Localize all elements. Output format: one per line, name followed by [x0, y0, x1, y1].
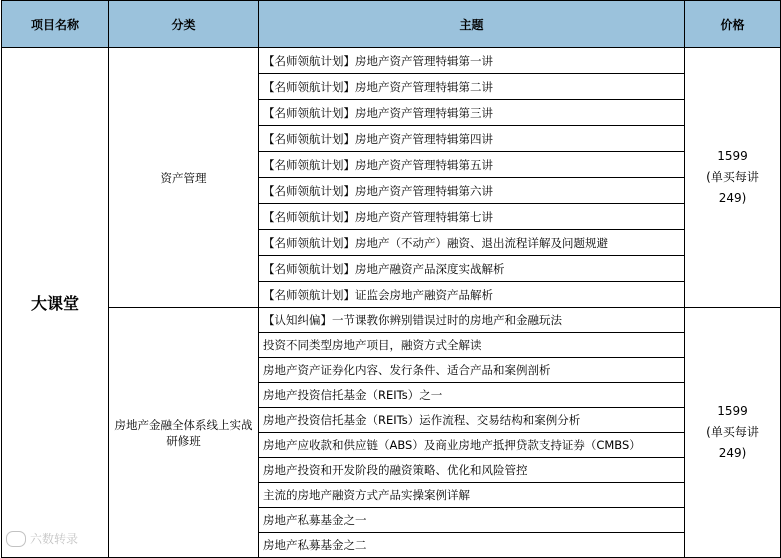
topic-cell: 【名师领航计划】房地产资产管理特辑第五讲: [259, 152, 685, 178]
header-row: [2, 1, 781, 48]
topic-cell: 房地产应收款和供应链（ABS）及商业房地产抵押贷款支持证券（CMBS）: [259, 433, 685, 458]
price-value: 1599: [717, 404, 748, 418]
price-cell: [685, 48, 781, 308]
topic-cell: 房地产私募基金之二: [259, 533, 685, 558]
header-category: 分类: [109, 1, 259, 48]
topic-cell: 投资不同类型房地产项目，融资方式全解读: [259, 333, 685, 358]
topic-cell: 房地产资产证券化内容、发行条件、适合产品和案例剖析: [259, 358, 685, 383]
topic-cell: 房地产私募基金之一: [259, 508, 685, 533]
header-price: 价格: [685, 1, 781, 48]
topic-cell: 房地产投资信托基金（REITs）运作流程、交易结构和案例分析: [259, 408, 685, 433]
price-note: (单买每讲: [706, 425, 759, 439]
project-name-cell: 大课堂: [2, 48, 109, 558]
topic-cell: 【名师领航计划】房地产资产管理特辑第二讲: [259, 74, 685, 100]
table-row: [2, 308, 781, 333]
price-note: (单买每讲: [706, 170, 759, 184]
category-cell: 房地产金融全体系线上实战研修班: [109, 308, 259, 558]
topic-cell: 【名师领航计划】房地产资产管理特辑第三讲: [259, 100, 685, 126]
topic-cell: 【名师领航计划】房地产融资产品深度实战解析: [259, 256, 685, 282]
topic-cell: 房地产投资信托基金（REITs）之一: [259, 383, 685, 408]
topic-cell: 【名师领航计划】房地产资产管理特辑第七讲: [259, 204, 685, 230]
header-project: 项目名称: [2, 1, 109, 48]
watermark: [6, 530, 78, 547]
topic-cell: 【认知纠偏】一节课教你辨别错误过时的房地产和金融玩法: [259, 308, 685, 333]
topic-cell: 【名师领航计划】房地产资产管理特辑第一讲: [259, 48, 685, 74]
price-cell: [685, 308, 781, 558]
watermark-text: 六数转录: [30, 532, 79, 546]
topic-cell: 主流的房地产融资方式产品实操案例详解: [259, 483, 685, 508]
topic-cell: 房地产投资和开发阶段的融资策略、优化和风险管控: [259, 458, 685, 483]
table-row: [2, 48, 781, 74]
watermark-logo-icon: [6, 531, 26, 547]
course-table: [1, 0, 781, 558]
price-note: 249): [718, 191, 747, 205]
price-value: 1599: [717, 149, 748, 163]
price-note: 249): [718, 446, 747, 460]
topic-cell: 【名师领航计划】房地产资产管理特辑第四讲: [259, 126, 685, 152]
topic-cell: 【名师领航计划】证监会房地产融资产品解析: [259, 282, 685, 308]
header-topic: 主题: [259, 1, 685, 48]
topic-cell: 【名师领航计划】房地产（不动产）融资、退出流程详解及问题规避: [259, 230, 685, 256]
category-cell: 资产管理: [109, 48, 259, 308]
topic-cell: 【名师领航计划】房地产资产管理特辑第六讲: [259, 178, 685, 204]
